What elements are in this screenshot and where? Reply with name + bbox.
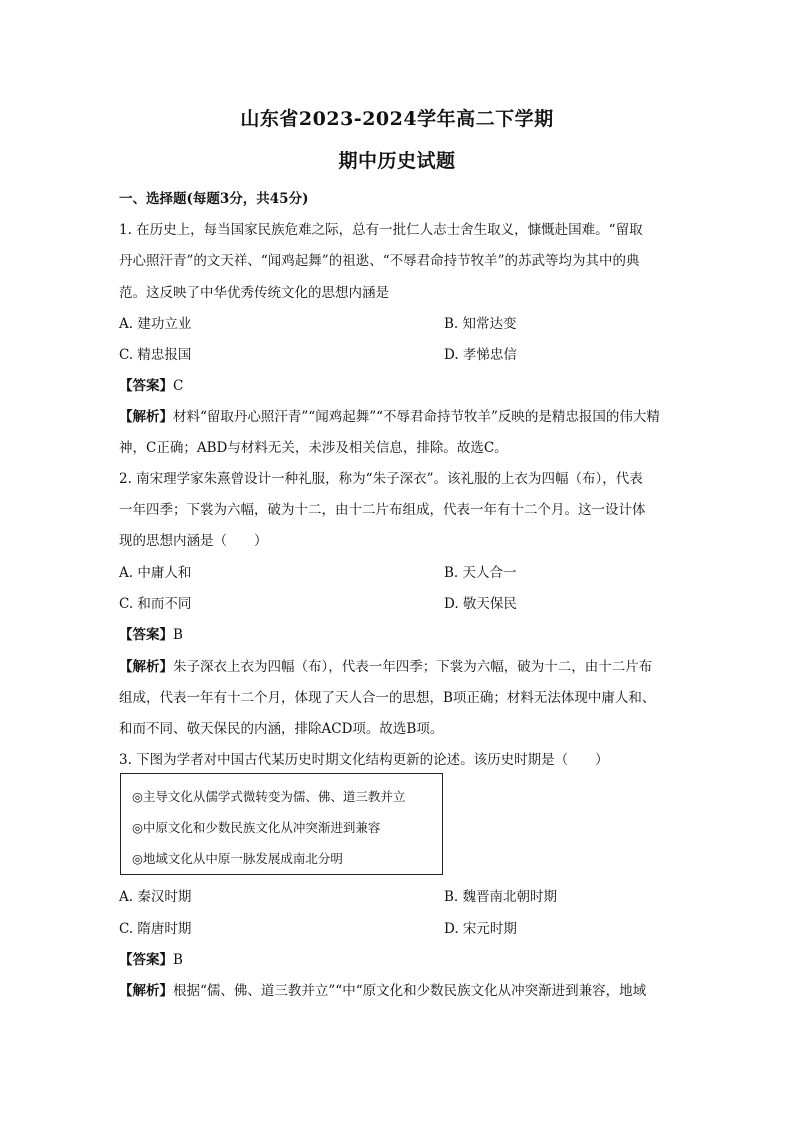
q1-answer-value: C bbox=[173, 378, 184, 394]
q1-option-a: A. 建功立业 bbox=[119, 316, 192, 332]
q3-material-box bbox=[120, 773, 443, 875]
q2-option-c: C. 和而不同 bbox=[119, 596, 192, 612]
q2-answer-value: B bbox=[173, 627, 183, 643]
q1-option-b: B. 知常达变 bbox=[444, 316, 517, 332]
q1-stem-line-2: 丹心照汗青”的文天祥、“闻鸡起舞”的祖逖、“不辱君命持节牧羊”的苏武等均为其中的典 bbox=[119, 253, 640, 269]
q3-option-c: C. 隋唐时期 bbox=[119, 921, 192, 937]
q3-material-line-3: ◎地域文化从中原一脉发展成南北分明 bbox=[132, 851, 343, 866]
q2-option-d: D. 敬天保民 bbox=[444, 596, 517, 612]
q1-analysis-line-1 bbox=[119, 405, 660, 425]
q2-stem-line-1: 2. 南宋理学家朱熹曾设计一种礼服，称为“朱子深衣”。该礼服的上衣为四幅（布），代表 bbox=[119, 471, 643, 487]
q3-material-line-1: ◎主导文化从儒学式微转变为儒、佛、道三教并立 bbox=[132, 789, 406, 804]
exam-subtitle: 期中历史试题 bbox=[338, 150, 456, 172]
q3-analysis-text-1: 根据“儒、佛、道三教并立”“中“原文化和少数民族文化从冲突渐进到兼容，地域 bbox=[173, 983, 647, 999]
q3-material-line-2: ◎中原文化和少数民族文化从冲突渐进到兼容 bbox=[132, 820, 381, 835]
q1-option-c: C. 精忠报国 bbox=[119, 347, 192, 363]
q3-answer-value: B bbox=[173, 952, 183, 968]
q1-stem-line-3: 范。这反映了中华优秀传统文化的思想内涵是 bbox=[119, 285, 389, 301]
answer-tag: 【答案】 bbox=[119, 952, 173, 968]
section-heading: 一、选择题(每题3分，共45分) bbox=[119, 191, 309, 207]
analysis-tag: 【解析】 bbox=[119, 983, 173, 999]
q2-option-a: A. 中庸人和 bbox=[119, 565, 192, 581]
q2-analysis-line-1 bbox=[119, 655, 652, 675]
analysis-tag: 【解析】 bbox=[119, 409, 173, 425]
q1-stem-line-1: 1. 在历史上，每当国家民族危难之际，总有一批仁人志士舍生取义，慷慨赴国难。“留取 bbox=[119, 222, 643, 238]
exam-title: 山东省2023-2024学年高二下学期 bbox=[240, 108, 554, 130]
analysis-tag: 【解析】 bbox=[119, 659, 173, 675]
q2-analysis-line-2: 组成，代表一年有十二个月，体现了天人合一的思想，B项正确；材料无法体现中庸人和、 bbox=[119, 690, 656, 706]
q1-option-d: D. 孝悌忠信 bbox=[444, 347, 517, 363]
q2-stem-line-2: 一年四季；下裳为六幅，破为十二，由十二片布组成，代表一年有十二个月。这一设计体 bbox=[119, 502, 646, 518]
q2-analysis-text-1: 朱子深衣上衣为四幅（布），代表一年四季；下裳为六幅，破为十二，由十二片布 bbox=[173, 659, 653, 675]
q3-option-d: D. 宋元时期 bbox=[444, 921, 517, 937]
q3-stem-line-1: 3. 下图为学者对中国古代某历史时期文化结构更新的论述。该历史时期是（ ） bbox=[119, 752, 609, 768]
q2-stem-line-3: 现的思想内涵是（ ） bbox=[119, 533, 268, 549]
q3-option-a: A. 秦汉时期 bbox=[119, 889, 192, 905]
q3-option-b: B. 魏晋南北朝时期 bbox=[444, 889, 558, 905]
answer-tag: 【答案】 bbox=[119, 627, 173, 643]
q1-analysis-line-2: 神，C正确；ABD与材料无关，未涉及相关信息，排除。故选C。 bbox=[119, 440, 508, 456]
answer-tag: 【答案】 bbox=[119, 378, 173, 394]
q1-analysis-text-1: 材料“留取丹心照汗青”“闻鸡起舞”“不辱君命持节牧羊”反映的是精忠报国的伟大精 bbox=[173, 409, 660, 425]
q1-answer bbox=[119, 374, 183, 394]
q2-analysis-line-3: 和而不同、敬天保民的内涵，排除ACD项。故选B项。 bbox=[119, 721, 444, 737]
q3-answer bbox=[119, 948, 183, 968]
q2-option-b: B. 天人合一 bbox=[444, 565, 517, 581]
q3-analysis-line-1 bbox=[119, 979, 646, 999]
q2-answer bbox=[119, 623, 183, 643]
